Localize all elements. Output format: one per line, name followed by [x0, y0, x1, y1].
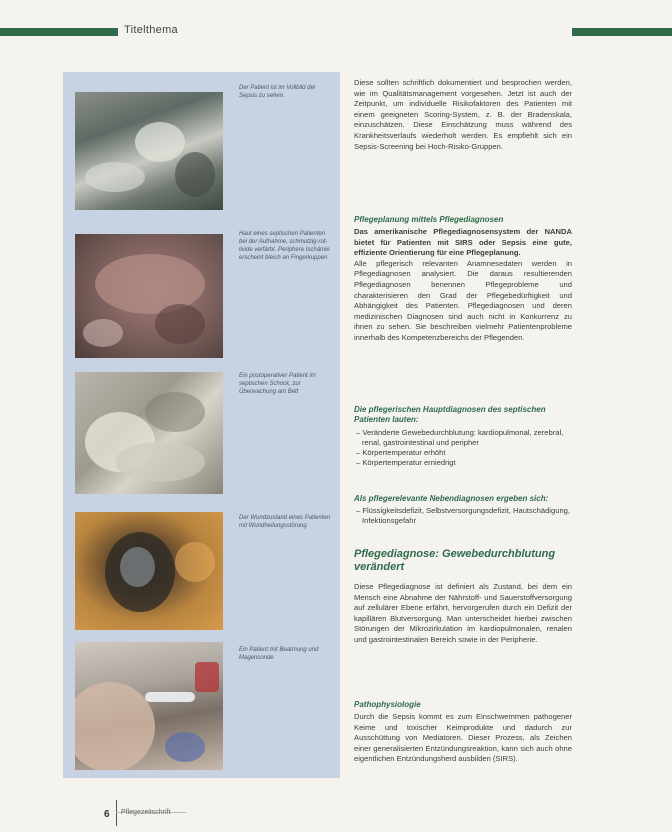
body-pflegeplanung: Alle pflegerisch relevanten Anamnesedaten werden in Pflegediagnosen analysiert. Die daraus resultierenden Pflegediagnosen benennen Pflegeprobleme und charakterisieren den Grad der Pflegebedürftigkeit und Abhängigkeit des Patienten. Pflegediagnosen und deren medizinischen Diagnosen sind auch nicht in Konkurrenz zu ihnen zu sehen. Sie beschreiben vielmehr Patientenprobleme innerhalb des Kompetenzbereichs der Pflegenden.	[354, 258, 572, 342]
heading-nebendiagnosen: Als pflegerelevante Nebendiagnosen ergeben sich:	[354, 494, 549, 503]
section-title: Titelthema	[124, 24, 178, 36]
section-pflegeplanung	[354, 215, 572, 344]
footer-source: Pflegezeitschrift	[121, 809, 171, 816]
list-item: – Körpertemperatur erniedrigt	[356, 458, 456, 467]
photo-wound	[75, 512, 223, 630]
text-column	[354, 78, 572, 152]
photo-icu-monitor	[75, 92, 223, 210]
section-pathophysiologie	[354, 700, 572, 765]
caption-4: Der Wundzustand eines Patienten mit Wundheilungsstörung	[239, 515, 331, 529]
section-gewebedurchblutung	[354, 548, 572, 646]
caption-3: Ein postoperativer Patient im septischen Schock, zur Überwachung am Bett	[239, 373, 316, 395]
body-gewebedurchblutung: Diese Pflegediagnose ist definiert als Zustand, bei dem ein Mensch eine Abnahme der Nährstoff- und Sauerstoffversorgung auf zellulärer Ebene erfährt, hervorgerufen durch ein Defizit der kapillären Blutversorgung. Man unterscheidet hierbei zwischen Störungen der Mikrozirkulation im kardiopulmonalen, renalen und gastrointestinalen Bereich sowie in der Peripherie.	[354, 582, 572, 644]
photo-patient-bed	[75, 372, 223, 494]
heading-pathophysiologie: Pathophysiologie	[354, 700, 421, 709]
photo-hand-skin	[75, 234, 223, 358]
image-panel	[63, 72, 340, 778]
heading-pflegeplanung: Pflegeplanung mittels Pflegediagnosen	[354, 215, 504, 224]
list-item: – Veränderte Gewebedurchblutung: kardiopulmonal, zerebral, renal, gastrointestinal und peripher	[356, 428, 564, 447]
caption-2: Haut eines septischen Patienten bei der Aufnahme, schmutzig-rot-livide verfärbt. Periphere Ischämie erscheint bleich an Fingerkuppen	[239, 231, 330, 261]
heading-hauptdiagnosen: Die pflegerischen Hauptdiagnosen des septischen Patienten lauten:	[354, 405, 546, 424]
lead-paragraph: Das amerikanische Pflegediagnosensystem der NANDA bietet für Patienten mit SIRS oder Sepsis eine gute, effiziente Orientierung für eine Pflegeplanung.	[354, 227, 572, 258]
footer-divider	[116, 800, 117, 826]
photo-ventilation	[75, 642, 223, 770]
intro-paragraph: Diese sollten schriftlich dokumentiert und besprochen werden, wie im Qualitätsmanagement vorgesehen. Jetzt ist auch der Zeitpunkt, um individuelle Risikofaktoren des Patienten mit einem geeigneten Scoring-System, z. B. der Bradenskala, einzuschätzen. Diese Einschätzung muss während des Krankheitsverlaufs wiederholt werden. Es empfiehlt sich ein Sepsis-Screening bei Hoch-Risiko-Gruppen.	[354, 78, 572, 151]
list-item: – Körpertemperatur erhöht	[356, 448, 446, 457]
caption-5: Ein Patient mit Beatmung und Magensonde	[239, 647, 319, 661]
heading-gewebedurchblutung: Pflegediagnose: Gewebedurchblutung verändert	[354, 548, 556, 573]
list-item: – Flüssigkeitsdefizit, Selbstversorgungsdefizit, Hautschädigung, Infektionsgefahr	[356, 506, 571, 525]
header-bar-left	[0, 28, 118, 36]
body-pathophysiologie: Durch die Sepsis kommt es zum Einschwemmen pathogener Keime und toxischer Keimprodukte und dadurch zur Ausschüttung von Mediatoren. Dieser Prozess, als Zeichen einer generalisierten Entzündungsreaktion, kann sich auch ohne eigentlichen Entzündungsherd ausbilden (SIRS).	[354, 712, 572, 764]
section-nebendiagnosen	[354, 494, 572, 526]
caption-1: Der Patient ist im Vollbild der Sepsis zu sehen.	[239, 85, 316, 99]
header-bar-right	[572, 28, 672, 36]
section-hauptdiagnosen	[354, 405, 572, 468]
page-number: 6	[104, 809, 110, 820]
